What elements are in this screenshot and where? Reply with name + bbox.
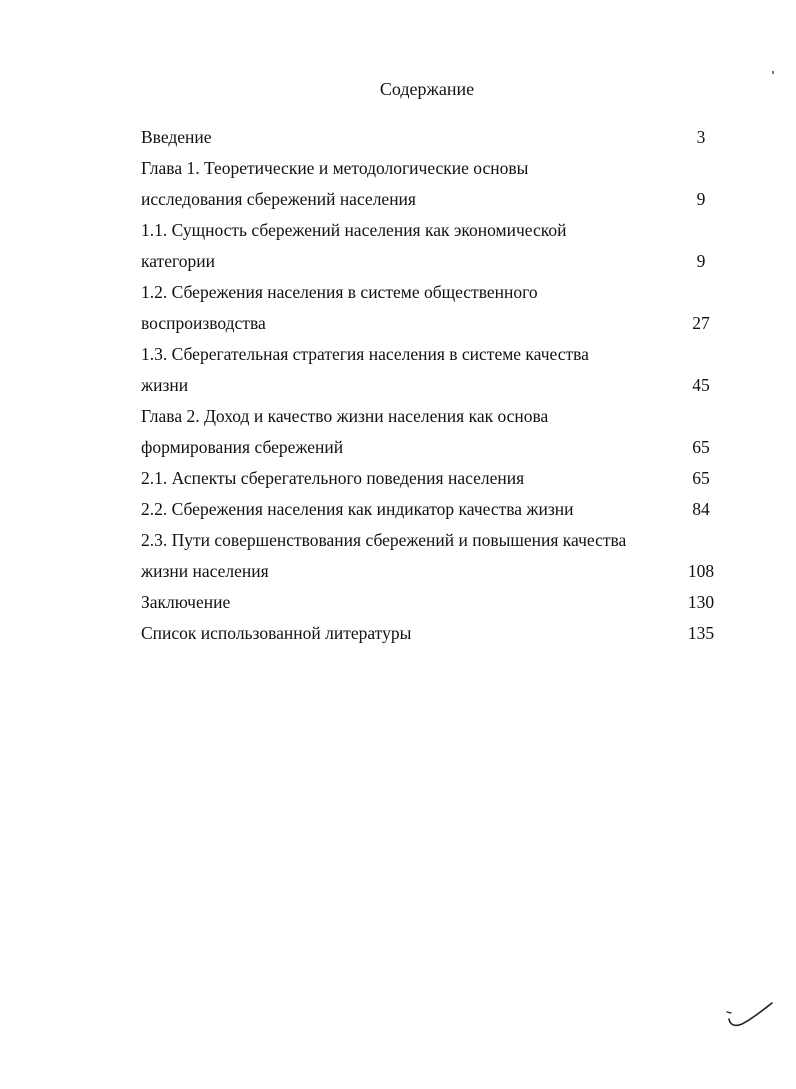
toc-line — [141, 432, 721, 463]
toc-line — [141, 308, 721, 339]
toc-entry — [141, 215, 721, 277]
toc-entry — [141, 494, 721, 525]
toc-entry-text: категории — [141, 251, 215, 271]
page-title: Содержание — [379, 79, 475, 99]
toc-page-number: 45 — [692, 375, 710, 395]
toc-entry-text: воспроизводства — [141, 313, 266, 333]
toc-line — [141, 401, 721, 432]
toc-entry — [141, 525, 721, 587]
toc-line — [141, 215, 721, 246]
toc-line — [141, 277, 721, 308]
toc-entry-text: жизни — [141, 375, 189, 395]
toc-entry-text: 2.2. Сбережения населения как индикатор качества жизни — [141, 499, 574, 519]
signature-mark-icon — [726, 1000, 774, 1030]
toc-entry-text: жизни населения — [141, 561, 269, 581]
toc-line — [141, 339, 721, 370]
toc-entry-text: Список использованной литературы — [141, 623, 412, 643]
toc-page-number: 9 — [696, 189, 706, 209]
toc-line — [141, 525, 721, 556]
toc-entry-text: 1.1. Сущность сбережений населения как экономической — [141, 220, 567, 240]
toc-line — [141, 370, 721, 401]
toc-entry-text: 2.1. Аспекты сберегательного поведения населения — [141, 468, 525, 488]
toc-entry-text: Заключение — [141, 592, 231, 612]
toc-page-number: 65 — [692, 437, 710, 457]
toc-entry — [141, 153, 721, 215]
toc-line — [141, 587, 721, 618]
toc-page-number: 3 — [696, 127, 706, 147]
toc-entry — [141, 277, 721, 339]
toc-entry — [141, 401, 721, 463]
toc-line — [141, 122, 721, 153]
toc-entry-text: исследования сбережений населения — [141, 189, 416, 209]
toc-entry — [141, 587, 721, 618]
toc-entry-text: 1.3. Сберегательная стратегия населения в системе качества — [141, 344, 589, 364]
toc-entry-text: Введение — [141, 127, 212, 147]
toc-entry-text: 2.3. Пути совершенствования сбережений и повышения качества — [141, 530, 627, 550]
toc-entry-text: формирования сбережений — [141, 437, 344, 457]
toc-page-number: 130 — [687, 592, 715, 612]
toc-line — [141, 494, 721, 525]
toc-line — [141, 184, 721, 215]
toc-entry — [141, 339, 721, 401]
toc-entry — [141, 463, 721, 494]
scan-speck — [772, 71, 774, 74]
toc-page-number: 27 — [692, 313, 710, 333]
toc-line — [141, 463, 721, 494]
toc-entry — [141, 618, 721, 649]
toc-entry-text: Глава 1. Теоретические и методологические основы — [141, 158, 529, 178]
toc-line — [141, 246, 721, 277]
toc-line — [141, 153, 721, 184]
toc-line — [141, 618, 721, 649]
toc-page-number: 9 — [696, 251, 706, 271]
table-of-contents — [141, 122, 721, 649]
toc-entry — [141, 122, 721, 153]
toc-entry-text: Глава 2. Доход и качество жизни населения как основа — [141, 406, 549, 426]
toc-page-number: 65 — [692, 468, 710, 488]
toc-page-number: 135 — [687, 623, 715, 643]
toc-page-number: 84 — [692, 499, 710, 519]
toc-page-number: 108 — [687, 561, 715, 581]
toc-line — [141, 556, 721, 587]
toc-entry-text: 1.2. Сбережения населения в системе общественного — [141, 282, 538, 302]
